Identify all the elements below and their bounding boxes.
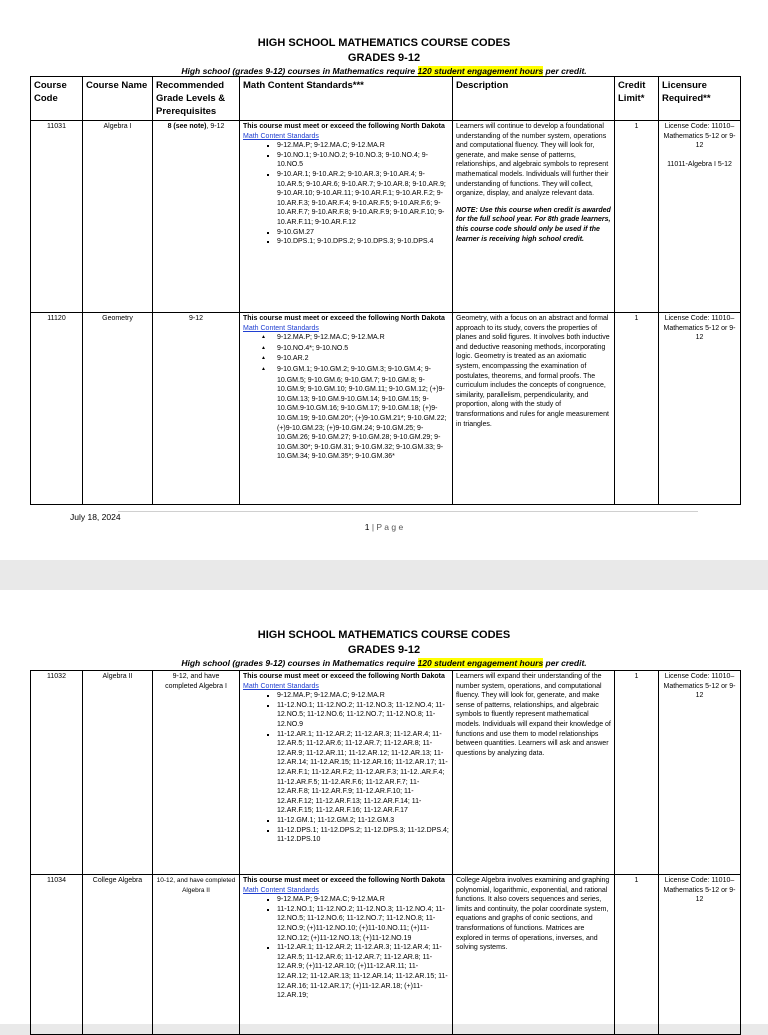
page-title: HIGH SCHOOL MATHEMATICS COURSE CODES GRADES 9-12 (257, 629, 511, 656)
page-title: HIGH SCHOOL MATHEMATICS COURSE CODES GRADES 9-12 (257, 37, 511, 64)
math-standards-link[interactable]: Math Content Standards (243, 682, 319, 690)
list-item: ▲ 9-10.NO.4*; 9-10.NO.5 (277, 344, 449, 355)
licensure: License Code: 11010– Mathematics 5-12 or 9-12 11011-Algebra I 5-12 (659, 121, 741, 313)
credit-limit: 1 (615, 875, 659, 1035)
col-header-credit: Credit Limit* (615, 77, 659, 121)
licensure: License Code: 11010– Mathematics 5-12 or 9-12 (659, 671, 741, 875)
course-name: Algebra I (83, 121, 153, 313)
math-standards-link[interactable]: Math Content Standards (243, 886, 319, 894)
list-item: ▪ 9-12.MA.P; 9-12.MA.C; 9-12.MA.R (277, 141, 449, 151)
licensure: License Code: 11010– Mathematics 5-12 or 9-12 (659, 875, 741, 1035)
course-description: Learners will continue to develop a foundational understanding of the number system, operations and computational fluency. They will look for, generate, and make sense of patterns, relationships, and algebraic symbols to represent mathematical models. Individuals will further their understanding of functions. They will collect, organize, display, and analyze relevant data. NOTE: Use this course when credit is awarded for the full school year. For 8th grade learners, this course code should only be used if the learner is receiving high school credit. (453, 121, 615, 313)
list-item: ▪ 11-12.AR.1; 11-12.AR.2; 11-12.AR.3; 11-12.AR.4; 11-12.AR.5; 11-12.AR.6; 11-12.AR.7; 11-12.AR.8; 11-12.AR.9; (+)11-12.AR.10; (+)11-12.AR.11; 11-12.AR.12; 11-12.AR.13; 11-12.AR.14; 11-12.AR.15; 11-12.AR.16; 11-12.AR.17; (+)11-12.AR.18; (+)11-12.AR.19; (277, 943, 449, 1001)
course-grades: 9-12, and have completed Algebra I (153, 671, 240, 875)
table-row (31, 671, 741, 875)
course-table (30, 76, 741, 505)
table-row (31, 875, 741, 1035)
course-code: 11031 (31, 121, 83, 313)
course-note: NOTE: Use this course when credit is awarded for the full school year. For 8th grade learners, this course code should only be used if the learner is receiving high school credit. (456, 206, 611, 243)
course-standards: This course must meet or exceed the following North Dakota Math Content Standards ▪ 9-12.MA.P; 9-12.MA.C; 9-12.MA.R ▪ 11-12.NO.1; 11-12.NO.2; 11-12.NO.3; 11-12.NO.4; 11-12.NO.5; 11-12.NO.6; 11-12.NO.7; 11-12.NO.8; 11-12.NO.9; (+)11-12.NO.10; (+)11-10.NO.11; (+)11-12.NO.12; (+)11-12.NO.13; (+)11-12.NO.19 ▪ 11-12.AR.1; 11-12.AR.2; 11-12.AR.3; 11-12.AR.4; 11-12.AR.5; 11-12.AR.6; 11-12.AR.7; 11-12.AR.8; 11-12.AR.9; (+)11-12.AR.10; (+)11-12.AR.11; 11-12.AR.12; 11-12.AR.13; 11-12.AR.14; 11-12.AR.15; 11-12.AR.16; 11-12.AR.17; (+)11-12.AR.18; (+)11-12.AR.19; (240, 875, 453, 1035)
col-header-grades: Recommended Grade Levels & Prerequisites (153, 77, 240, 121)
col-header-description: Description (453, 77, 615, 121)
list-item: ▪ 11-12.DPS.1; 11-12.DPS.2; 11-12.DPS.3; 11-12.DPS.4; 11-12.DPS.10 (277, 826, 449, 845)
course-standards: This course must meet or exceed the following North Dakota Math Content Standards ▪ 9-12.MA.P; 9-12.MA.C; 9-12.MA.R ▪ 11-12.NO.1; 11-12.NO.2; 11-12.NO.3; 11-12.NO.4; 11-12.NO.5; 11-12.NO.6; 11-12.NO.7; 11-12.NO.8; 11-12.NO.9 ▪ 11-12.AR.1; 11-12.AR.2; 11-12.AR.3; 11-12.AR.4; 11-12.AR.5; 11-12.AR.6; 11-12.AR.7; 11-12.AR.8; 11-12.AR.9; 11-12.AR.11; 11-12.AR.12; 11-12.AR.13; 11-12.AR.14; 11-12.AR.15; 11-12.AR.16; 11-12.AR.17; 11-12.AR.F.1; 11-12.AR.F.2; 11-12.AR.F.3; 11-12..AR.F.4; 11-12.AR.F.5; 11-12.AR.F.6; 11-12.AR.F.7; 11-12.AR.F.8; 11-12.AR.F.9; 11-12.AR.F.10; 11-12.AR.F.12; 11-12.AR.F.13; 11-12.AR.F.14; 11-12.AR.F.15; 11-12.AR.F.16; 11-12.AR.F.17 ▪ 11-12.GM.1; 11-12.GM.2; 11-12.GM.3 ▪ 11-12.DPS.1; 11-12.DPS.2; 11-12.DPS.3; 11-12.DPS.4; 11-12.DPS.10 (240, 671, 453, 875)
course-grades: 9-12 (153, 313, 240, 505)
document-page-2 (0, 590, 768, 1024)
list-item: ▪ 9-12.MA.P; 9-12.MA.C; 9-12.MA.R (277, 895, 449, 905)
list-item: ▪ 11-12.GM.1; 11-12.GM.2; 11-12.GM.3 (277, 816, 449, 826)
footer-divider (118, 511, 698, 512)
list-item: ▲ 9-12.MA.P; 9-12.MA.C; 9-12.MA.R (277, 333, 449, 344)
table-header-row (31, 77, 741, 121)
math-standards-link[interactable]: Math Content Standards (243, 132, 319, 140)
list-item: ▪ 11-12.NO.1; 11-12.NO.2; 11-12.NO.3; 11-12.NO.4; 11-12.NO.5; 11-12.NO.6; 11-12.NO.7; 11-12.NO.8; 11-12.NO.9; (+)11-12.NO.10; (+)11-10.NO.11; (+)11-12.NO.12; (+)11-12.NO.13; (+)11-12.NO.19 (277, 905, 449, 943)
course-name: Geometry (83, 313, 153, 505)
course-name: College Algebra (83, 875, 153, 1035)
course-grades: 10-12, and have completed Algebra II (153, 875, 240, 1035)
list-item: ▲ 9-10.AR.2 (277, 354, 449, 365)
course-description: Learners will expand their understanding of the number system, operations, and computational fluency. They will look for, generate, and make sense of patterns, relationships, and algebraic symbols to fluently represent mathematical models. Individuals will expand their knowledge of functions and use them to model relationships between quantities. Learners will ask and answer questions by analyzing data. (453, 671, 615, 875)
page-number: 1 | P a g e (364, 522, 404, 532)
course-description: Geometry, with a focus on an abstract and formal approach to its study, covers the properties of planes and solid figures. It involves both inductive and deductive reasoning methods, incorporating logic. Geometry is treated as an axiomatic system, encompassing the examination of postulates, theorems, and formal proofs. The curriculum includes the concepts of congruence, similarity, parallelism, perpendicularity, and proportion, along with the study of transformations and rules for angle measurement in triangles. (453, 313, 615, 505)
list-item: ▪ 9-10.GM.27 (277, 228, 449, 238)
page-subtitle: High school (grades 9-12) courses in Mathematics require 120 student engagement hours per credit. (181, 658, 587, 668)
credit-limit: 1 (615, 313, 659, 505)
course-name: Algebra II (83, 671, 153, 875)
course-code: 11034 (31, 875, 83, 1035)
credit-limit: 1 (615, 121, 659, 313)
list-item: ▪ 9-10.DPS.1; 9-10.DPS.2; 9-10.DPS.3; 9-10.DPS.4 (277, 237, 449, 247)
table-row (31, 313, 741, 505)
list-item: ▪ 9-12.MA.P; 9-12.MA.C; 9-12.MA.R (277, 691, 449, 701)
footer-date: July 18, 2024 (70, 512, 121, 522)
col-header-name: Course Name (83, 77, 153, 121)
col-header-licensure: Licensure Required** (659, 77, 741, 121)
licensure: License Code: 11010– Mathematics 5-12 or 9-12 (659, 313, 741, 505)
credit-limit: 1 (615, 671, 659, 875)
list-item: ▪ 11-12.NO.1; 11-12.NO.2; 11-12.NO.3; 11-12.NO.4; 11-12.NO.5; 11-12.NO.6; 11-12.NO.7; 11-12.NO.8; 11-12.NO.9 (277, 701, 449, 730)
list-item: ▪ 11-12.AR.1; 11-12.AR.2; 11-12.AR.3; 11-12.AR.4; 11-12.AR.5; 11-12.AR.6; 11-12.AR.7; 11-12.AR.8; 11-12.AR.9; 11-12.AR.11; 11-12.AR.12; 11-12.AR.13; 11-12.AR.14; 11-12.AR.15; 11-12.AR.16; 11-12.AR.17; 11-12.AR.F.1; 11-12.AR.F.2; 11-12.AR.F.3; 11-12..AR.F.4; 11-12.AR.F.5; 11-12.AR.F.6; 11-12.AR.F.7; 11-12.AR.F.8; 11-12.AR.F.9; 11-12.AR.F.10; 11-12.AR.F.12; 11-12.AR.F.13; 11-12.AR.F.14; 11-12.AR.F.15; 11-12.AR.F.16; 11-12.AR.F.17 (277, 730, 449, 816)
course-table (30, 670, 741, 1035)
course-standards: This course must meet or exceed the following North Dakota Math Content Standards ▪ 9-12.MA.P; 9-12.MA.C; 9-12.MA.R ▪ 9-10.NO.1; 9-10.NO.2; 9-10.NO.3; 9-10.NO.4; 9-10.NO.5 ▪ 9-10.AR.1; 9-10.AR.2; 9-10.AR.3; 9-10.AR.4; 9-10.AR.5; 9-10.AR.6; 9-10.AR.7; 9-10.AR.8; 9-10.AR.9; 9-10.AR.10; 9-10.AR.11; 9-10.AR.F.1; 9-10.AR.F.2; 9-10.AR.F.3; 9-10.AR.F.4; 9-10.AR.F.5; 9-10.AR.F.6; 9-10.AR.F.7; 9-10.AR.F.8; 9-10.AR.F.9; 9-10.AR.F.10; 9-10.AR.F.11; 9-10.AR.F.12 ▪ 9-10.GM.27 ▪ 9-10.DPS.1; 9-10.DPS.2; 9-10.DPS.3; 9-10.DPS.4 (240, 121, 453, 313)
page-subtitle: High school (grades 9-12) courses in Mathematics require 120 student engagement hours per credit. (181, 66, 587, 76)
table-row (31, 121, 741, 313)
course-code: 11120 (31, 313, 83, 505)
col-header-code: Course Code (31, 77, 83, 121)
list-item: ▲ 9-10.GM.1; 9-10.GM.2; 9-10.GM.3; 9-10.GM.4; 9-10.GM.5; 9-10.GM.6; 9-10.GM.7; 9-10.GM.8; 9-10.GM.9; 9-10.GM.10; 9-10.GM.11; 9-10.GM.12; (+)9-10.GM.13; 9-10.GM.9-10.GM.14; 9-10.GM.15; 9-10.GM.9-10.GM.16; 9-10.GM.17; 9-10.GM.18; (+)9-10.GM.19; 9-10.GM.20*; (+)9-10.GM.21*; 9-10.GM.22; (+)9-10.GM.23; (+)9-10.GM.24; 9-10.GM.25; 9-10.GM.26; 9-10.GM.27; 9-10.GM.28; 9-10.GM.29; 9-10.GM.30*; 9-10.GM.31; 9-10.GM.32; 9-10.GM.33; 9-10.GM.34; 9-10.GM.35*; 9-10.GM.36* (277, 365, 449, 462)
course-standards: This course must meet or exceed the following North Dakota Math Content Standards ▲ 9-12.MA.P; 9-12.MA.C; 9-12.MA.R ▲ 9-10.NO.4*; 9-10.NO.5 ▲ 9-10.AR.2 ▲ 9-10.GM.1; 9-10.GM.2; 9-10.GM.3; 9-10.GM.4; 9-10.GM.5; 9-10.GM.6; 9-10.GM.7; 9-10.GM.8; 9-10.GM.9; 9-10.GM.10; 9-10.GM.11; 9-10.GM.12; (+)9-10.GM.13; 9-10.GM.9-10.GM.14; 9-10.GM.15; 9-10.GM.9-10.GM.16; 9-10.GM.17; 9-10.GM.18; (+)9-10.GM.19; 9-10.GM.20*; (+)9-10.GM.21*; 9-10.GM.22; (+)9-10.GM.23; (+)9-10.GM.24; 9-10.GM.25; 9-10.GM.26; 9-10.GM.27; 9-10.GM.28; 9-10.GM.29; 9-10.GM.30*; 9-10.GM.31; 9-10.GM.32; 9-10.GM.33; 9-10.GM.34; 9-10.GM.35*; 9-10.GM.36* (240, 313, 453, 505)
course-code: 11032 (31, 671, 83, 875)
course-grades: 8 (see note), 9-12 (153, 121, 240, 313)
col-header-standards: Math Content Standards*** (240, 77, 453, 121)
course-description: College Algebra involves examining and graphing polynomial, logarithmic, exponential, and rational functions. It also covers sequences and series, limits and continuity, the polar coordinate system, equations and graphs of conic sections, and transformations of functions. Matrices are explored in terms of operations, inverses, and solving systems. (453, 875, 615, 1035)
math-standards-link[interactable]: Math Content Standards (243, 324, 319, 332)
list-item: ▪ 9-10.AR.1; 9-10.AR.2; 9-10.AR.3; 9-10.AR.4; 9-10.AR.5; 9-10.AR.6; 9-10.AR.7; 9-10.AR.8; 9-10.AR.9; 9-10.AR.10; 9-10.AR.11; 9-10.AR.F.1; 9-10.AR.F.2; 9-10.AR.F.3; 9-10.AR.F.4; 9-10.AR.F.5; 9-10.AR.F.6; 9-10.AR.F.7; 9-10.AR.F.8; 9-10.AR.F.9; 9-10.AR.F.10; 9-10.AR.F.11; 9-10.AR.F.12 (277, 170, 449, 228)
list-item: ▪ 9-10.NO.1; 9-10.NO.2; 9-10.NO.3; 9-10.NO.4; 9-10.NO.5 (277, 151, 449, 170)
